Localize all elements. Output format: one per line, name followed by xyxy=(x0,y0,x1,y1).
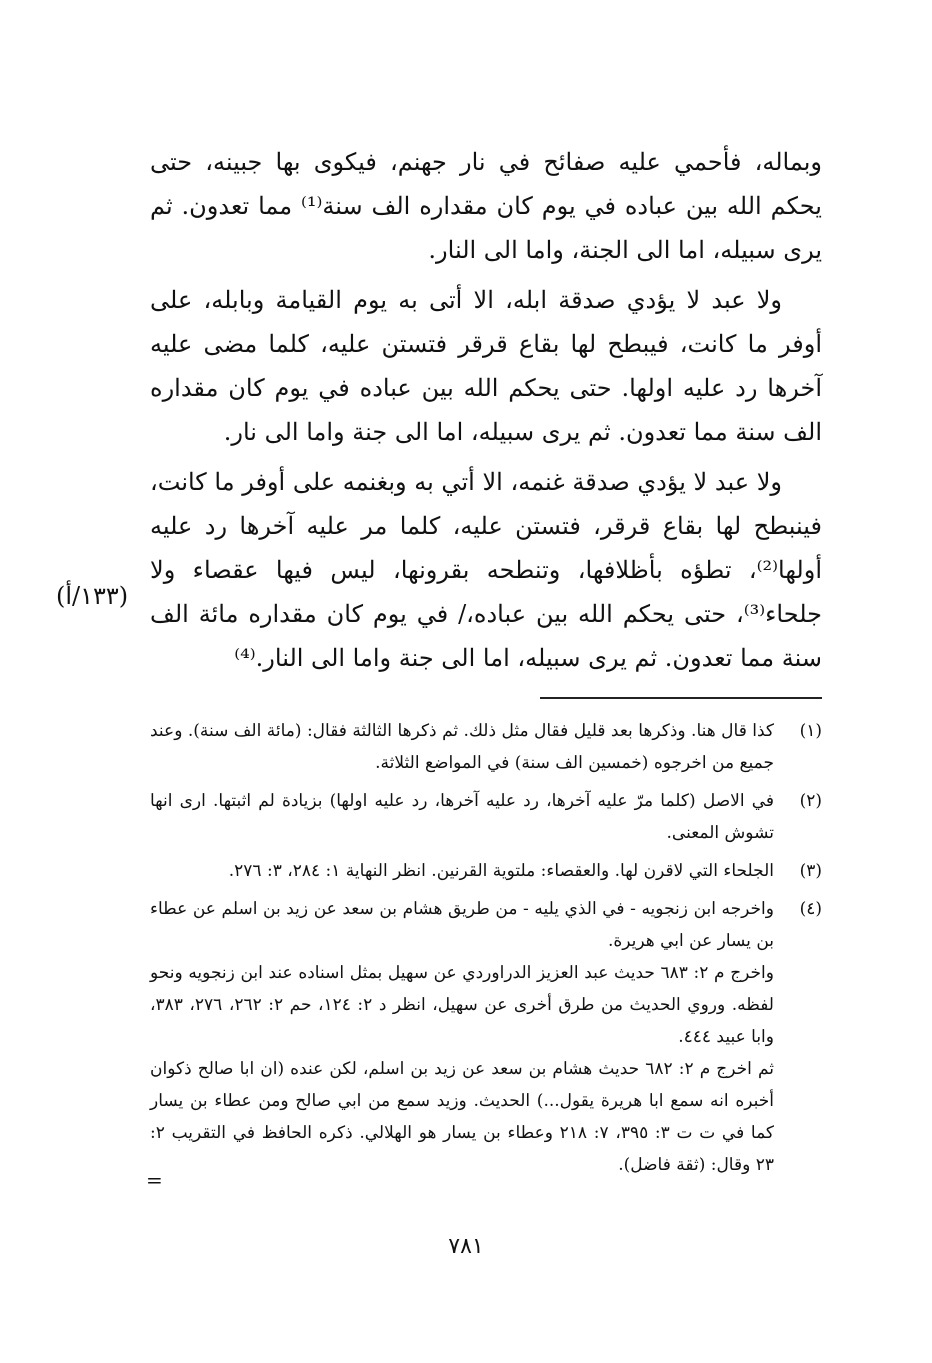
footnote-number: (١) xyxy=(799,721,822,741)
footnote-number: (٢) xyxy=(799,791,822,811)
continuation-mark: = xyxy=(146,1168,163,1192)
footnote-1 xyxy=(150,715,822,779)
footnote-4 xyxy=(150,893,822,1181)
footnote-line: واخرجه ابن زنجويه - في الذي يليه - من طريق هشام بن سعد عن زيد بن اسلم عن عطاء بن يسار عن ابي هريرة. xyxy=(150,899,774,951)
paragraph-3: ولا عبد لا يؤدي صدقة غنمه، الا أتي به وبغنمه على أوفر ما كانت، فينبطح لها بقاع قرقر، فتستن عليه، كلما مر عليه آخرها رد عليه أولها⁽²⁾، تطؤه بأظلافها، وتنطحه بقرونها، ليس فيها عقصاء ولا جلحاء⁽³⁾، حتى يحكم الله بين عباده،/ في يوم كان مقداره مائة الف سنة مما تعدون. ثم يرى سبيله، اما الى جنة واما الى النار.⁽⁴⁾ xyxy=(150,468,822,672)
footnote-line: الجلحاء التي لاقرن لها. والعقصاء: ملتوية القرنين. انظر النهاية ١: ٢٨٤، ٣: ٢٧٦. xyxy=(228,861,774,881)
footnote-text xyxy=(150,893,774,1181)
footnote-number: (٤) xyxy=(799,899,822,919)
footnote-line: ثم اخرج م ٢: ٦٨٢ حديث هشام بن سعد عن زيد بن اسلم، لكن عنده (ان ابا صالح ذكوان أخبره انه سمع ابا هريرة يقول...) الحديث. وزيد سمع من ابي صالح ومن عطاء بن يسار كما في ت ت ٣: ٣٩٥، ٧: ٢١٨ وعطاء بن يسار هو الهلالي. ذكره الحافظ في التقريب ٢: ٢٣ وقال: (ثقة فاضل). xyxy=(150,1059,775,1175)
footnote-text xyxy=(150,785,774,849)
main-text xyxy=(150,140,822,686)
footnote-2 xyxy=(150,785,822,849)
paragraph-2: ولا عبد لا يؤدي صدقة ابله، الا أتى به يوم القيامة وبابله، على أوفر ما كانت، فيبطح لها بقاع قرقر فتستن عليه، كلما مضى عليه آخرها رد عليه اولها. حتى يحكم الله بين عباده في يوم كان مقداره الف سنة مما تعدون. ثم يرى سبيله، اما الى جنة واما الى نار. xyxy=(150,286,822,446)
folio-marker: (١٣٣/أ) xyxy=(56,582,129,610)
footnote-line: واخرج م ٢: ٦٨٣ حديث عبد العزيز الدراوردي عن سهيل بمثل اسناده عند ابن زنجويه ونحو لفظه. وروي الحديث من طرق أخرى عن سهيل، انظر د ٢: ١٢٤، حم ٢: ٢٦٢، ٢٧٦، ٣٨٣، وابا عبيد ٤٤٤. xyxy=(150,963,774,1047)
page-number: ٧٨١ xyxy=(448,1234,484,1259)
footnote-text xyxy=(150,855,774,887)
footnote-line: كذا قال هنا. وذكرها بعد قليل فقال مثل ذلك. ثم ذكرها الثالثة فقال: (مائة الف سنة). وعند جميع من اخرجوه (خمسين الف سنة) في المواضع الثلاثة. xyxy=(150,721,774,773)
footnote-separator xyxy=(540,697,822,699)
paragraph-1: وبماله، فأحمي عليه صفائح في نار جهنم، فيكوى بها جبينه، حتى يحكم الله بين عباده في يوم كان مقداره الف سنة⁽¹⁾ مما تعدون. ثم يرى سبيله، اما الى الجنة، واما الى النار. xyxy=(150,148,822,264)
footnotes xyxy=(150,715,822,1187)
footnote-number: (٣) xyxy=(799,861,822,881)
footnote-text xyxy=(150,715,774,779)
footnote-line: في الاصل (كلما مرّ عليه آخرها، رد عليه آخرها، رد عليه اولها) بزيادة لم اثبتها. ارى انها تشوش المعنى. xyxy=(150,791,774,843)
footnote-3 xyxy=(150,855,822,887)
